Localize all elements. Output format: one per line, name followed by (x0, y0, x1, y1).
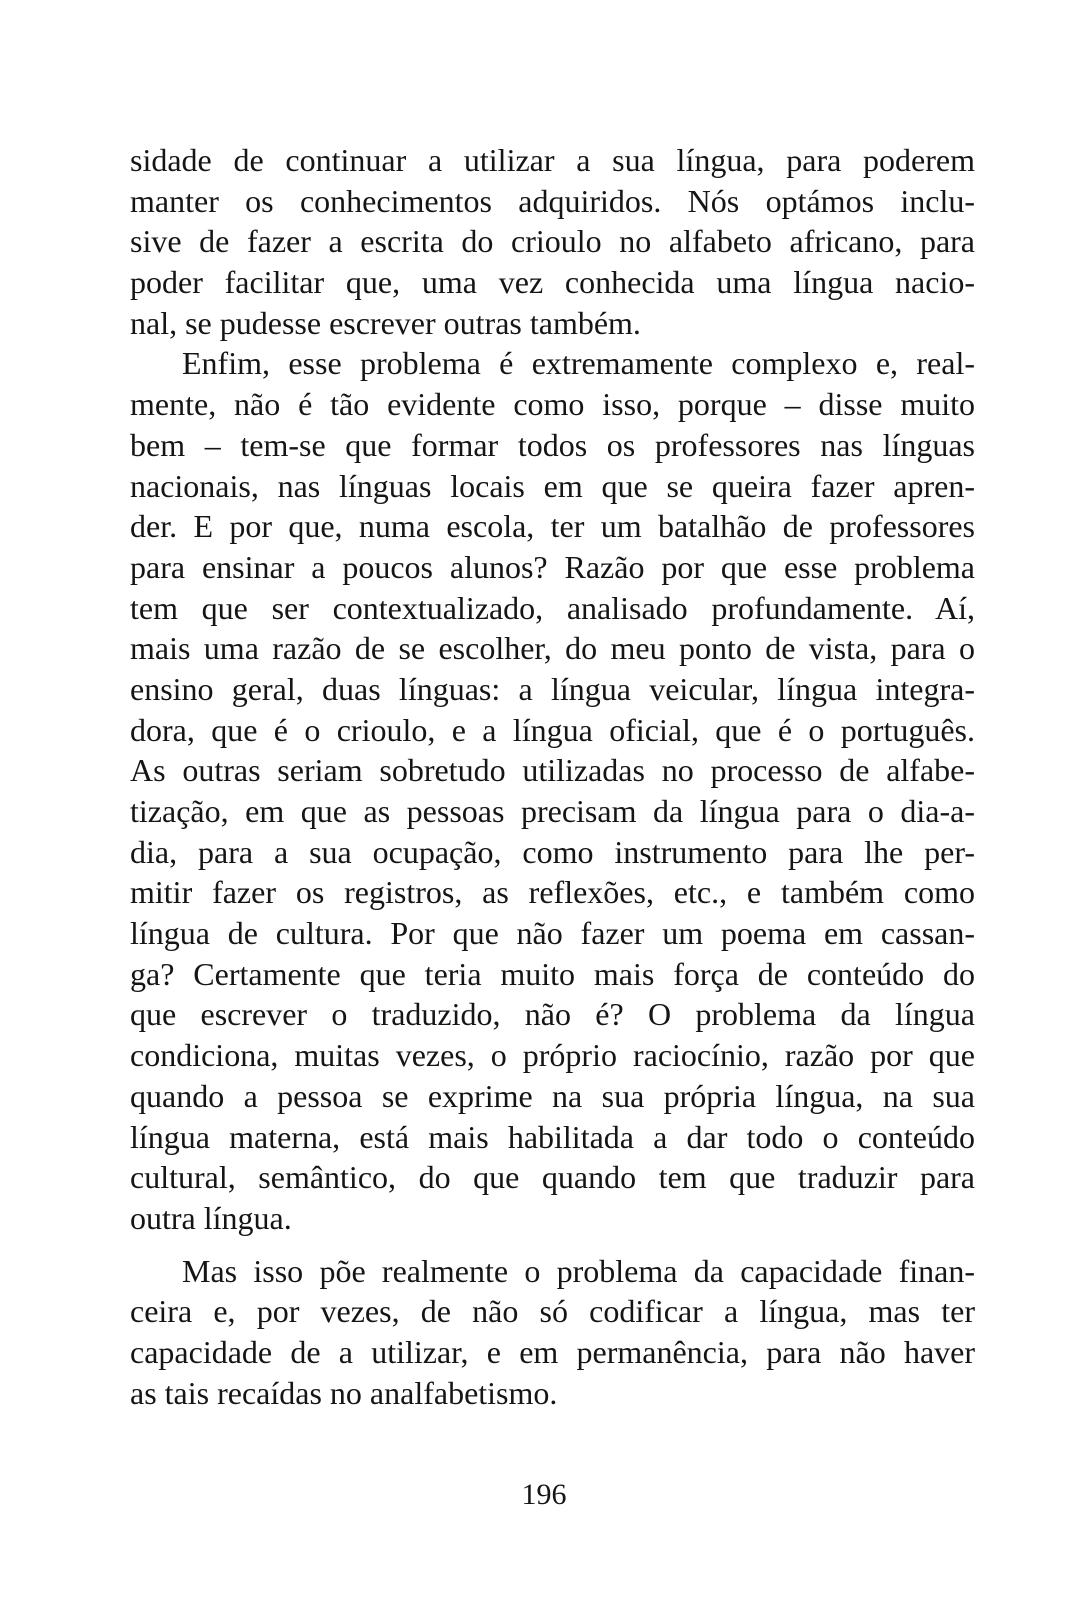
text-line: bem – tem-se que formar todos os professores nas línguas (130, 426, 975, 463)
body-text (130, 140, 975, 1413)
text-line: tem que ser contextualizado, analisado profundamente. Aí, (130, 589, 975, 626)
text-line: ga? Certamente que teria muito mais força de conteúdo do (130, 955, 975, 992)
text-line: nacionais, nas línguas locais em que se queira fazer apren- (130, 467, 975, 504)
text-line: outra língua. (130, 1199, 292, 1236)
text-line: ceira e, por vezes, de não só codificar a língua, mas ter (130, 1293, 975, 1330)
paragraph-gap (130, 1239, 975, 1251)
text-line: para ensinar a poucos alunos? Razão por que esse problema (130, 548, 975, 585)
text-line: Mas isso põe realmente o problema da capacidade finan- (182, 1252, 975, 1289)
text-line: condiciona, muitas vezes, o próprio raciocínio, razão por que (130, 1037, 975, 1074)
text-line: der. E por que, numa escola, ter um batalhão de professores (130, 508, 975, 545)
text-line: cultural, semântico, do que quando tem que traduzir para (130, 1159, 975, 1196)
text-line: ensino geral, duas línguas: a língua veicular, língua integra- (130, 670, 975, 707)
text-line: mente, não é tão evidente como isso, porque – disse muito (130, 386, 975, 423)
text-line: capacidade de a utilizar, e em permanência, para não haver (130, 1333, 975, 1370)
text-line: Enfim, esse problema é extremamente complexo e, real- (182, 345, 975, 382)
text-line: dora, que é o crioulo, e a língua oficial, que é o português. (130, 711, 975, 748)
text-line: dia, para a sua ocupação, como instrumento para lhe per- (130, 833, 975, 870)
text-line: mitir fazer os registros, as reflexões, etc., e também como (130, 874, 975, 911)
text-line: que escrever o traduzido, não é? O problema da língua (130, 996, 975, 1033)
text-line: mais uma razão de se escolher, do meu ponto de vista, para o (130, 630, 975, 667)
text-line: tização, em que as pessoas precisam da língua para o dia-a- (130, 793, 975, 829)
text-line: nal, se pudesse escrever outras também. (130, 304, 641, 341)
text-line: As outras seriam sobretudo utilizadas no processo de alfabe- (130, 752, 975, 789)
text-line: sive de fazer a escrita do crioulo no alfabeto africano, para (130, 223, 975, 260)
text-line: poder facilitar que, uma vez conhecida uma língua nacio- (130, 264, 975, 301)
text-line: manter os conhecimentos adquiridos. Nós optámos inclu- (130, 182, 975, 219)
text-line: língua de cultura. Por que não fazer um poema em cassan- (130, 915, 975, 952)
text-line: sidade de continuar a utilizar a sua língua, para poderem (130, 142, 975, 178)
text-line: quando a pessoa se exprime na sua própria língua, na sua (130, 1077, 975, 1114)
text-line: língua materna, está mais habilitada a dar todo o conteúdo (130, 1118, 975, 1155)
page-number: 196 (521, 1478, 567, 1511)
text-line: as tais recaídas no analfabetismo. (130, 1374, 558, 1411)
